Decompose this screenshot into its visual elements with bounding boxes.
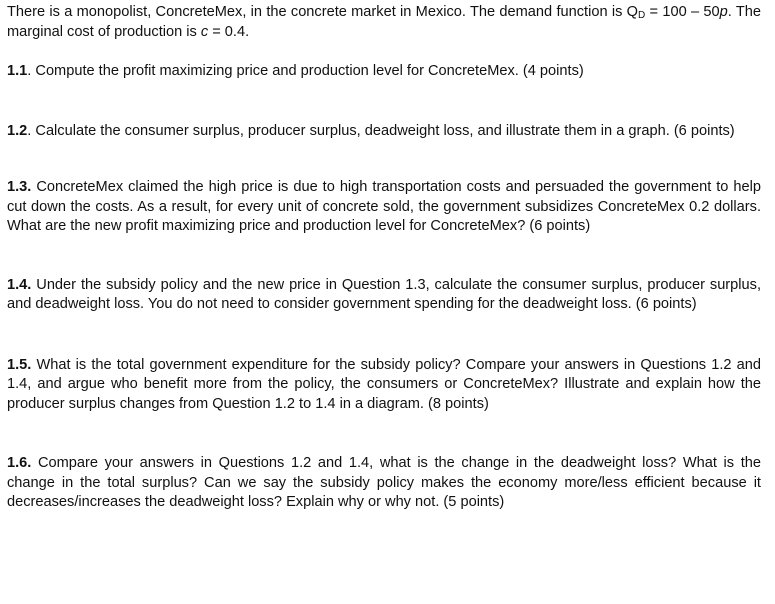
question-1-3 [7,178,761,237]
question-number: 1.6. [7,455,32,471]
question-1-4 [7,276,761,315]
question-number: 1.2 [7,122,28,139]
question-text: . Compute the profit maximizing price and production level for ConcreteMex. (4 points) [27,63,584,79]
price-variable: p [719,4,728,20]
question-text: Compare your answers in Questions 1.2 and 1.4, what is the change in the deadweight loss? What is the change in the total surplus? Can we say the subsidy policy makes the economy more/less efficient because it decreases/increases the deadweight loss? Explain why or why not. (5 points) [7,455,761,510]
demand-subscript: D [638,10,646,21]
problem-intro [7,3,761,42]
intro-text-4: = 0.4. [208,23,250,40]
question-number: 1.4. [7,276,32,293]
cost-variable: c [200,23,209,40]
question-1-5 [7,356,761,415]
question-number: 1.1 [7,63,28,79]
question-1-6 [7,454,761,513]
question-text: Under the subsidy policy and the new price in Question 1.3, calculate the consumer surplus, producer surplus, and deadweight loss. You do not need to consider government spending for the deadweight loss. (6 points) [7,276,761,312]
question-text: ConcreteMex claimed the high price is due to high transportation costs and persuaded the government to help cut down the costs. As a result, for every unit of concrete sold, the government subsidizes ConcreteMex 0.2 dollars. What are the new profit maximizing price and production level for ConcreteMex? (6 points) [7,179,761,234]
question-1-1 [7,62,761,82]
question-text: What is the total government expenditure for the subsidy policy? Compare your answers in Questions 1.2 and 1.4, and argue who benefit more from the policy, the consumers or ConcreteMex? Illustrate and explain how the producer surplus changes from Question 1.2 to 1.4 in a diagram. (8 points) [7,356,761,412]
question-1-2 [7,122,761,142]
intro-text-2: = 100 – 50 [645,4,720,20]
question-number: 1.5. [7,356,32,373]
question-number: 1.3. [7,179,32,195]
intro-text-3: . The marginal cost of production is [7,4,761,40]
question-text: . Calculate the consumer surplus, producer surplus, deadweight loss, and illustrate them in a graph. (6 points) [27,122,735,139]
intro-text-1: There is a monopolist, ConcreteMex, in the concrete market in Mexico. The demand function is Q [7,4,639,20]
